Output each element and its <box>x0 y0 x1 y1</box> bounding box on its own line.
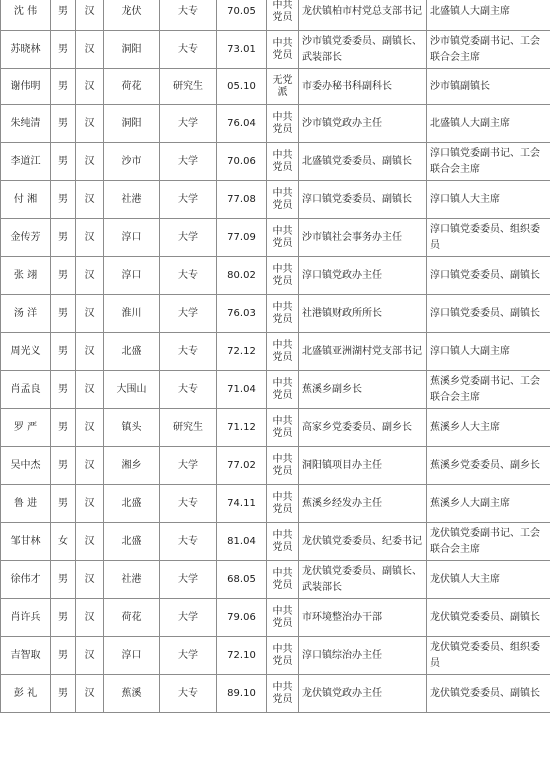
table-row <box>1 143 550 181</box>
ethnicity-cell: 汉 <box>76 447 104 485</box>
proposed-post-cell: 沙市镇副镇长 <box>427 69 550 105</box>
current-post-cell: 蕉溪乡副乡长 <box>299 371 427 409</box>
current-post-cell: 蕉溪乡经发办主任 <box>299 485 427 523</box>
name-cell: 吴中杰 <box>1 447 51 485</box>
proposed-post-cell: 北盛镇人大副主席 <box>427 105 550 143</box>
birthplace-cell: 社港 <box>104 181 160 219</box>
gender-cell: 男 <box>51 295 76 333</box>
table-row <box>1 599 550 637</box>
birthplace-cell: 荷花 <box>104 599 160 637</box>
ethnicity-cell: 汉 <box>76 257 104 295</box>
education-cell: 大专 <box>160 0 217 31</box>
birth-date-cell: 76.03 <box>217 295 267 333</box>
party-cell: 中共党员 <box>267 105 299 143</box>
birth-date-cell: 05.10 <box>217 69 267 105</box>
table-row <box>1 523 550 561</box>
proposed-post-cell: 龙伏镇人大主席 <box>427 561 550 599</box>
current-post-cell: 市委办秘书科副科长 <box>299 69 427 105</box>
party-cell: 中共党员 <box>267 219 299 257</box>
name-cell: 李道江 <box>1 143 51 181</box>
party-cell: 中共党员 <box>267 561 299 599</box>
education-cell: 大学 <box>160 181 217 219</box>
gender-cell: 男 <box>51 31 76 69</box>
education-cell: 大学 <box>160 219 217 257</box>
proposed-post-cell: 淳口镇党委委员、组织委员 <box>427 219 550 257</box>
education-cell: 大学 <box>160 143 217 181</box>
birthplace-cell: 荷花 <box>104 69 160 105</box>
party-cell: 中共党员 <box>267 181 299 219</box>
education-cell: 大学 <box>160 561 217 599</box>
proposed-post-cell: 沙市镇党委副书记、工会联合会主席 <box>427 31 550 69</box>
birthplace-cell: 洞阳 <box>104 31 160 69</box>
table-row <box>1 105 550 143</box>
current-post-cell: 沙市镇党政办主任 <box>299 105 427 143</box>
ethnicity-cell: 汉 <box>76 143 104 181</box>
education-cell: 大专 <box>160 371 217 409</box>
name-cell: 付 湘 <box>1 181 51 219</box>
education-cell: 大学 <box>160 105 217 143</box>
table-body <box>1 0 550 713</box>
name-cell: 金传芳 <box>1 219 51 257</box>
party-cell: 中共党员 <box>267 675 299 713</box>
ethnicity-cell: 汉 <box>76 105 104 143</box>
party-cell: 中共党员 <box>267 409 299 447</box>
birthplace-cell: 北盛 <box>104 485 160 523</box>
current-post-cell: 淳口镇党委委员、副镇长 <box>299 181 427 219</box>
ethnicity-cell: 汉 <box>76 561 104 599</box>
education-cell: 大学 <box>160 447 217 485</box>
name-cell: 鲁 进 <box>1 485 51 523</box>
ethnicity-cell: 汉 <box>76 675 104 713</box>
birth-date-cell: 72.12 <box>217 333 267 371</box>
birthplace-cell: 社港 <box>104 561 160 599</box>
table-row <box>1 295 550 333</box>
table-row <box>1 219 550 257</box>
name-cell: 汤 洋 <box>1 295 51 333</box>
ethnicity-cell: 汉 <box>76 599 104 637</box>
ethnicity-cell: 汉 <box>76 333 104 371</box>
name-cell: 徐伟才 <box>1 561 51 599</box>
birthplace-cell: 北盛 <box>104 523 160 561</box>
education-cell: 大专 <box>160 31 217 69</box>
ethnicity-cell: 汉 <box>76 409 104 447</box>
birthplace-cell: 蕉溪 <box>104 675 160 713</box>
gender-cell: 男 <box>51 637 76 675</box>
birthplace-cell: 淳口 <box>104 257 160 295</box>
ethnicity-cell: 汉 <box>76 181 104 219</box>
ethnicity-cell: 汉 <box>76 0 104 31</box>
birthplace-cell: 龙伏 <box>104 0 160 31</box>
ethnicity-cell: 汉 <box>76 485 104 523</box>
birth-date-cell: 71.12 <box>217 409 267 447</box>
education-cell: 研究生 <box>160 69 217 105</box>
ethnicity-cell: 汉 <box>76 371 104 409</box>
table-row <box>1 181 550 219</box>
gender-cell: 男 <box>51 181 76 219</box>
proposed-post-cell: 淳口镇党委副书记、工会联合会主席 <box>427 143 550 181</box>
current-post-cell: 淳口镇党政办主任 <box>299 257 427 295</box>
party-cell: 中共党员 <box>267 333 299 371</box>
gender-cell: 男 <box>51 105 76 143</box>
education-cell: 大专 <box>160 485 217 523</box>
table-row <box>1 675 550 713</box>
name-cell: 邹甘林 <box>1 523 51 561</box>
proposed-post-cell: 龙伏镇党委副书记、工会联合会主席 <box>427 523 550 561</box>
proposed-post-cell: 淳口镇党委委员、副镇长 <box>427 257 550 295</box>
birth-date-cell: 72.10 <box>217 637 267 675</box>
birthplace-cell: 淳口 <box>104 219 160 257</box>
birth-date-cell: 81.04 <box>217 523 267 561</box>
party-cell: 中共党员 <box>267 0 299 31</box>
table-row <box>1 0 550 31</box>
proposed-post-cell: 蕉溪乡党委委员、副乡长 <box>427 447 550 485</box>
party-cell: 中共党员 <box>267 143 299 181</box>
proposed-post-cell: 北盛镇人大副主席 <box>427 0 550 31</box>
proposed-post-cell: 蕉溪乡党委副书记、工会联合会主席 <box>427 371 550 409</box>
name-cell: 肖许兵 <box>1 599 51 637</box>
gender-cell: 男 <box>51 675 76 713</box>
birthplace-cell: 淳口 <box>104 637 160 675</box>
current-post-cell: 洞阳镇项目办主任 <box>299 447 427 485</box>
party-cell: 中共党员 <box>267 295 299 333</box>
current-post-cell: 社港镇财政所所长 <box>299 295 427 333</box>
gender-cell: 男 <box>51 0 76 31</box>
party-cell: 中共党员 <box>267 637 299 675</box>
party-cell: 中共党员 <box>267 523 299 561</box>
education-cell: 大专 <box>160 523 217 561</box>
education-cell: 大专 <box>160 257 217 295</box>
education-cell: 大学 <box>160 599 217 637</box>
ethnicity-cell: 汉 <box>76 295 104 333</box>
birthplace-cell: 淮川 <box>104 295 160 333</box>
current-post-cell: 龙伏镇党委委员、副镇长、武装部长 <box>299 561 427 599</box>
education-cell: 大学 <box>160 295 217 333</box>
name-cell: 苏晓林 <box>1 31 51 69</box>
gender-cell: 男 <box>51 219 76 257</box>
education-cell: 大专 <box>160 333 217 371</box>
name-cell: 肖孟良 <box>1 371 51 409</box>
ethnicity-cell: 汉 <box>76 219 104 257</box>
name-cell: 张 翊 <box>1 257 51 295</box>
proposed-post-cell: 淳口镇人大主席 <box>427 181 550 219</box>
education-cell: 大学 <box>160 637 217 675</box>
gender-cell: 男 <box>51 257 76 295</box>
name-cell: 周光义 <box>1 333 51 371</box>
table-row <box>1 333 550 371</box>
current-post-cell: 淳口镇综治办主任 <box>299 637 427 675</box>
gender-cell: 女 <box>51 523 76 561</box>
gender-cell: 男 <box>51 447 76 485</box>
proposed-post-cell: 蕉溪乡人大副主席 <box>427 485 550 523</box>
proposed-post-cell: 龙伏镇党委委员、副镇长 <box>427 675 550 713</box>
birthplace-cell: 北盛 <box>104 333 160 371</box>
birth-date-cell: 73.01 <box>217 31 267 69</box>
gender-cell: 男 <box>51 409 76 447</box>
proposed-post-cell: 龙伏镇党委委员、副镇长 <box>427 599 550 637</box>
birthplace-cell: 大围山 <box>104 371 160 409</box>
current-post-cell: 龙伏镇党政办主任 <box>299 675 427 713</box>
gender-cell: 男 <box>51 599 76 637</box>
name-cell: 沈 伟 <box>1 0 51 31</box>
birth-date-cell: 89.10 <box>217 675 267 713</box>
ethnicity-cell: 汉 <box>76 31 104 69</box>
birth-date-cell: 79.06 <box>217 599 267 637</box>
birth-date-cell: 70.06 <box>217 143 267 181</box>
party-cell: 中共党员 <box>267 447 299 485</box>
name-cell: 吉智取 <box>1 637 51 675</box>
party-cell: 中共党员 <box>267 257 299 295</box>
ethnicity-cell: 汉 <box>76 523 104 561</box>
party-cell: 中共党员 <box>267 485 299 523</box>
table-row <box>1 31 550 69</box>
birth-date-cell: 74.11 <box>217 485 267 523</box>
name-cell: 谢伟明 <box>1 69 51 105</box>
birth-date-cell: 76.04 <box>217 105 267 143</box>
name-cell: 罗 严 <box>1 409 51 447</box>
current-post-cell: 龙伏镇党委委员、纪委书记 <box>299 523 427 561</box>
current-post-cell: 北盛镇党委委员、副镇长 <box>299 143 427 181</box>
gender-cell: 男 <box>51 143 76 181</box>
current-post-cell: 沙市镇社会事务办主任 <box>299 219 427 257</box>
party-cell: 无党派 <box>267 69 299 105</box>
table-row <box>1 69 550 105</box>
gender-cell: 男 <box>51 561 76 599</box>
table-row <box>1 447 550 485</box>
current-post-cell: 高家乡党委委员、副乡长 <box>299 409 427 447</box>
party-cell: 中共党员 <box>267 599 299 637</box>
gender-cell: 男 <box>51 485 76 523</box>
education-cell: 大专 <box>160 675 217 713</box>
birthplace-cell: 洞阳 <box>104 105 160 143</box>
current-post-cell: 北盛镇亚洲湖村党支部书记 <box>299 333 427 371</box>
gender-cell: 男 <box>51 69 76 105</box>
birthplace-cell: 沙市 <box>104 143 160 181</box>
birth-date-cell: 71.04 <box>217 371 267 409</box>
current-post-cell: 市环境整治办干部 <box>299 599 427 637</box>
birth-date-cell: 80.02 <box>217 257 267 295</box>
ethnicity-cell: 汉 <box>76 637 104 675</box>
party-cell: 中共党员 <box>267 31 299 69</box>
party-cell: 中共党员 <box>267 371 299 409</box>
proposed-post-cell: 淳口镇人大副主席 <box>427 333 550 371</box>
table-row <box>1 257 550 295</box>
table-row <box>1 485 550 523</box>
table-row <box>1 561 550 599</box>
birth-date-cell: 77.08 <box>217 181 267 219</box>
birth-date-cell: 70.05 <box>217 0 267 31</box>
name-cell: 朱纯清 <box>1 105 51 143</box>
table-row <box>1 409 550 447</box>
birthplace-cell: 镇头 <box>104 409 160 447</box>
ethnicity-cell: 汉 <box>76 69 104 105</box>
gender-cell: 男 <box>51 371 76 409</box>
birthplace-cell: 湘乡 <box>104 447 160 485</box>
table-row <box>1 371 550 409</box>
birth-date-cell: 68.05 <box>217 561 267 599</box>
proposed-post-cell: 蕉溪乡人大主席 <box>427 409 550 447</box>
proposed-post-cell: 淳口镇党委委员、副镇长 <box>427 295 550 333</box>
proposed-post-cell: 龙伏镇党委委员、组织委员 <box>427 637 550 675</box>
birth-date-cell: 77.02 <box>217 447 267 485</box>
current-post-cell: 龙伏镇柏市村党总支部书记 <box>299 0 427 31</box>
current-post-cell: 沙市镇党委委员、副镇长、武装部长 <box>299 31 427 69</box>
name-cell: 彭 礼 <box>1 675 51 713</box>
birth-date-cell: 77.09 <box>217 219 267 257</box>
gender-cell: 男 <box>51 333 76 371</box>
table-row <box>1 637 550 675</box>
education-cell: 研究生 <box>160 409 217 447</box>
